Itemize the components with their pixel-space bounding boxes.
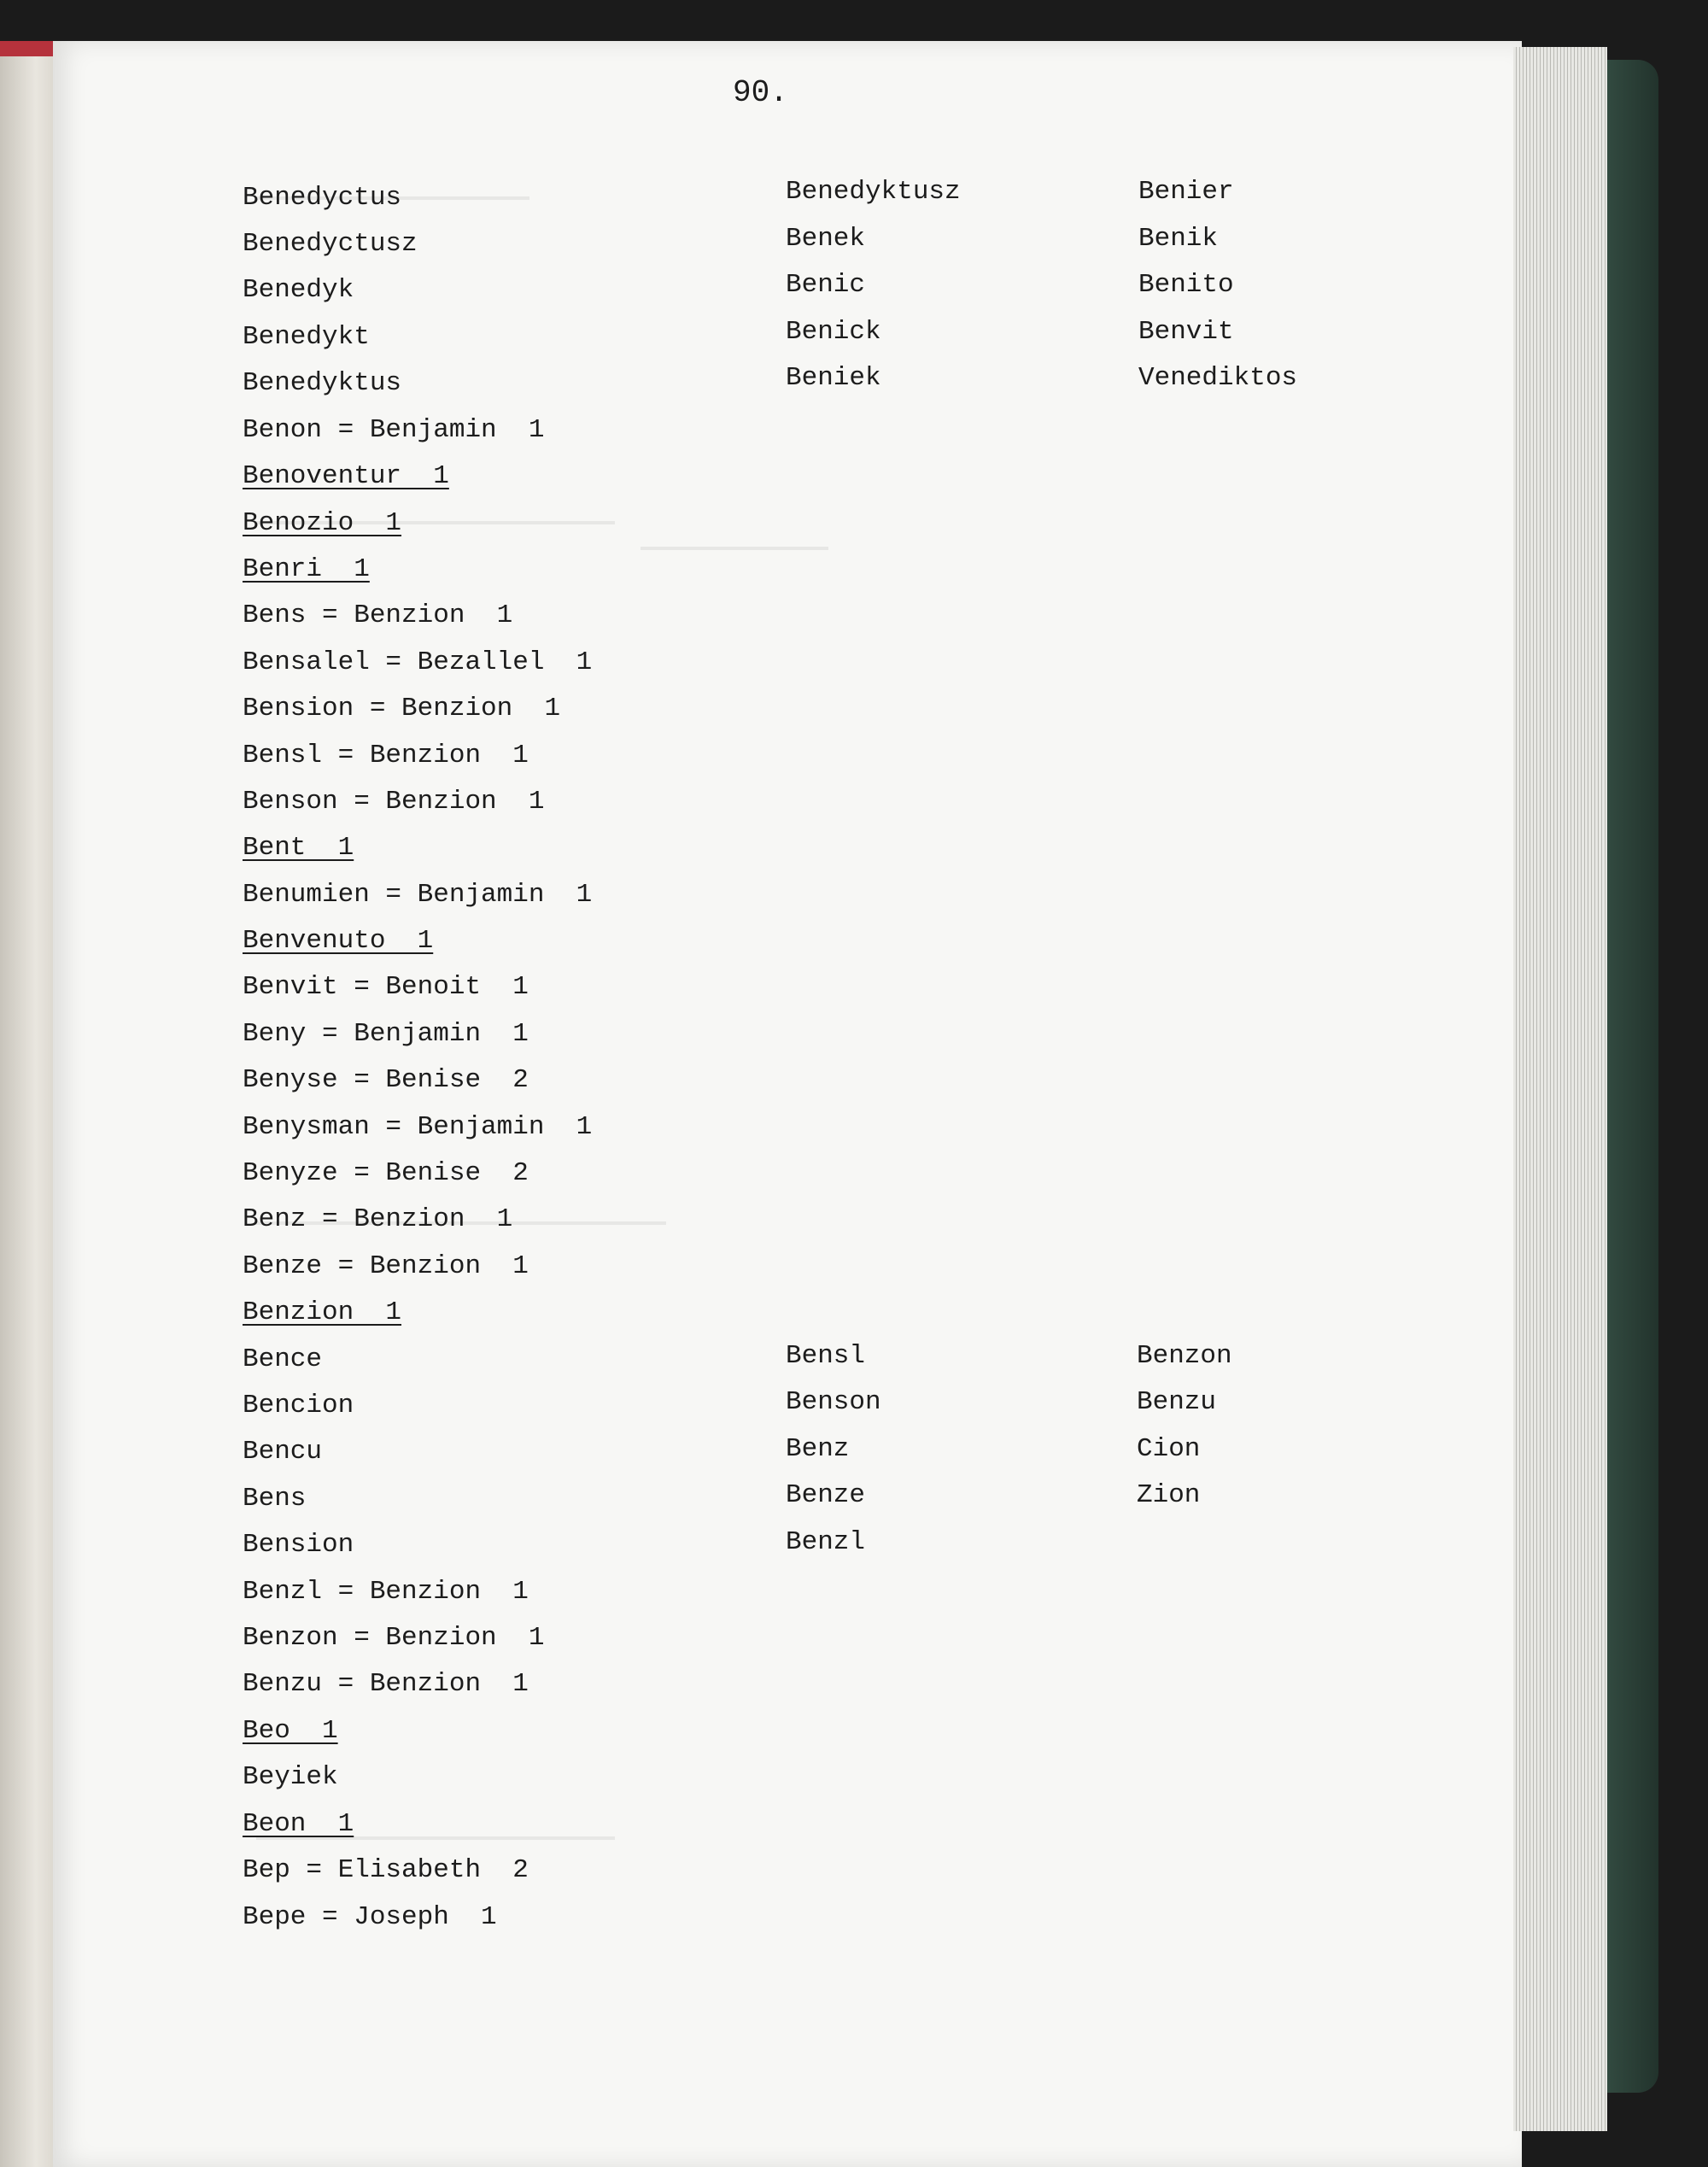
- entry-line-underlined: Beo 1: [243, 1716, 338, 1746]
- variant-name: Beniek: [786, 363, 881, 393]
- entry-line: Benedyctusz: [243, 229, 418, 259]
- variant-name: Benedyktusz: [786, 177, 961, 207]
- entry-line: Benz = Benzion 1: [243, 1204, 513, 1234]
- entry-line: Bensl = Benzion 1: [243, 741, 529, 770]
- variant-name: Zion: [1137, 1480, 1201, 1510]
- entry-line: Benzl = Benzion 1: [243, 1577, 529, 1607]
- entry-line: Bencu: [243, 1437, 323, 1467]
- variant-name: Benz: [786, 1434, 850, 1464]
- entry-line: Benedykt: [243, 322, 370, 352]
- entry-line: Benysman = Benjamin 1: [243, 1112, 593, 1142]
- entry-line: Benedyktus: [243, 368, 402, 398]
- variant-name: Benier: [1138, 177, 1234, 207]
- page-stack-edge: [1513, 47, 1607, 2131]
- entry-line-underlined: Benzion 1: [243, 1297, 402, 1327]
- entry-line: Benson = Benzion 1: [243, 787, 545, 817]
- variant-name: Benik: [1138, 224, 1219, 254]
- entry-line: Bens = Benzion 1: [243, 600, 513, 630]
- variant-name: Venediktos: [1138, 363, 1298, 393]
- variant-name: Benzl: [786, 1527, 866, 1557]
- entry-line-underlined: Benoventur 1: [243, 461, 449, 491]
- entry-line: Bep = Elisabeth 2: [243, 1855, 529, 1885]
- variant-name: Benvit: [1138, 317, 1234, 347]
- entry-line: Bension: [243, 1530, 354, 1560]
- entry-line: Beyiek: [243, 1762, 338, 1792]
- entry-line: Bence: [243, 1344, 323, 1374]
- entry-line: Bension = Benzion 1: [243, 694, 561, 723]
- entry-line: Benyze = Benise 2: [243, 1158, 529, 1188]
- book-cover-edge: [1607, 60, 1658, 2093]
- entry-line: Benzu = Benzion 1: [243, 1669, 529, 1699]
- variant-name: Benito: [1138, 270, 1234, 300]
- entry-line-underlined: Beon 1: [243, 1809, 354, 1839]
- entry-line-underlined: Bent 1: [243, 833, 354, 863]
- variant-name: Bensl: [786, 1341, 866, 1371]
- entry-line: Benedyk: [243, 275, 354, 305]
- entry-line: Benvit = Benoit 1: [243, 972, 529, 1002]
- entry-line-underlined: Benvenuto 1: [243, 926, 434, 956]
- variant-name: Benic: [786, 270, 866, 300]
- variant-name: Benzon: [1137, 1341, 1232, 1371]
- variant-name: Benzu: [1137, 1387, 1217, 1417]
- entry-line: Bens: [243, 1484, 307, 1514]
- entry-line: Beny = Benjamin 1: [243, 1019, 529, 1049]
- entry-line: Benumien = Benjamin 1: [243, 880, 593, 910]
- variant-name: Benick: [786, 317, 881, 347]
- entry-line: Benyse = Benise 2: [243, 1065, 529, 1095]
- entry-line-underlined: Benri 1: [243, 554, 370, 584]
- entry-line-underlined: Benozio 1: [243, 508, 402, 538]
- entry-line: Bencion: [243, 1391, 354, 1420]
- variant-name: Benze: [786, 1480, 866, 1510]
- entry-line: Bensalel = Bezallel 1: [243, 647, 593, 677]
- page: [53, 41, 1522, 2167]
- entry-line: Benzon = Benzion 1: [243, 1623, 545, 1653]
- variant-name: Cion: [1137, 1434, 1201, 1464]
- left-page-edge: [0, 41, 60, 2167]
- entry-line: Benze = Benzion 1: [243, 1251, 529, 1281]
- page-number: 90.: [733, 75, 788, 110]
- entry-line: Benedyctus: [243, 183, 402, 213]
- variant-name: Benson: [786, 1387, 881, 1417]
- entry-line: Benon = Benjamin 1: [243, 415, 545, 445]
- variant-name: Benek: [786, 224, 866, 254]
- entry-line: Bepe = Joseph 1: [243, 1902, 497, 1932]
